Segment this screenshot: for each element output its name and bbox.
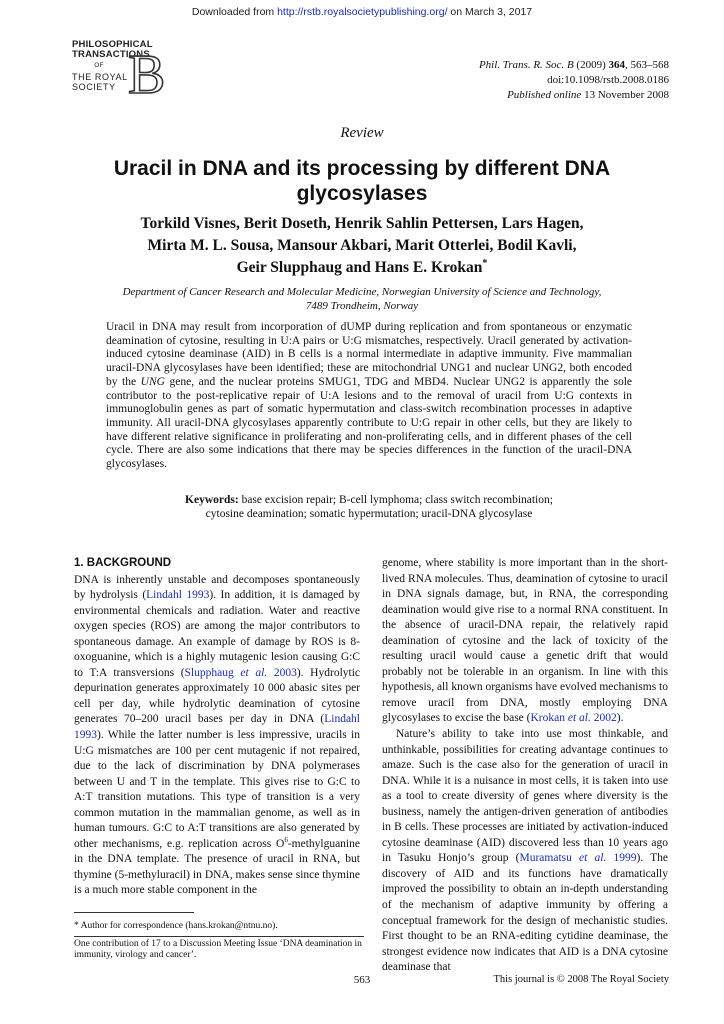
keywords-label: Keywords: bbox=[185, 494, 239, 506]
ref-year: 2003 bbox=[267, 666, 297, 679]
affiliation-line-1: Department of Cancer Research and Molecular Medicine, Norwegian University of Science and Technology, bbox=[122, 286, 602, 298]
abstract-gene-name: UNG bbox=[140, 375, 165, 388]
ref-author: Slupphaug bbox=[184, 666, 241, 679]
paragraph-text: ). While the latter number is less impressive, uracils in U:G mismatches are 100 per cent mutagenic if not repaired, due to the lack of discrimination by DNA polymerases between U and T in the template. This gives rise to G:C to A:T transition mutations. This type of transition is a very common mutation in the mammalian genome, as well as in human tumours. G:C to A:T transitions are also generated by other mechanisms, e.g. replication across O bbox=[74, 729, 360, 850]
abstract-text-b: gene, and the nuclear proteins SMUG1, TDG and MBD4. Nuclear UNG2 is apparently the sole contributor to the post-replicative repair of U:A lesions and to the removal of uracil from U:G contexts in immunoglobulin genes as part of somatic hypermutation and class-switch recombination processes in adaptive immunity. All uracil-DNA glycosylases apparently contribute to U:G repair in other cells, but they are likely to have different relative significance in proliferating and non-proliferating cells, and in different phases of the cell cycle. There are also some indications that there may be species differences in the function of the uracil-DNA glycosylases. bbox=[106, 375, 632, 471]
paragraph-text: -methylguanine in the DNA template. The presence of uracil in RNA, but thymine (5-methyluracil) in DNA, makes sense since thymine is a much more stable component in the bbox=[74, 837, 360, 897]
download-prefix: Downloaded from bbox=[191, 6, 278, 18]
reference-link-krokan-2002[interactable] bbox=[531, 712, 617, 724]
citation-block bbox=[479, 58, 669, 103]
article-title: Uracil in DNA and its processing by different DNA glycosylases bbox=[113, 157, 611, 205]
author-list bbox=[70, 213, 654, 279]
logo-wordmark bbox=[72, 39, 153, 92]
paragraph-text: ). In addition, it is damaged by environmental chemicals and radiation. Water and reactive oxygen species (ROS) are among the major contributors to spontaneous damage. An example of damage by ROS is 8-oxoguanine, which is a highly mutagenic lesion causing G:C to T:A transversions ( bbox=[74, 589, 360, 679]
superscript-6: 6 bbox=[284, 836, 288, 845]
article-type: Review bbox=[340, 125, 384, 141]
paragraph-text: ). bbox=[616, 712, 624, 725]
paragraph-text: genome, where stability is more important than in the short-lived RNA molecules. Thus, deamination of cytosine to uracil in DNA signals damage, but, in RNA, the corresponding deamination would give rise to a normal RNA constituent. In the absence of uracil-DNA repair, the relatively rapid deamination of cytosine and the lack of toxicity of the resulting uracil would cause a genetic drift that would probably not be tolerable in an organism. In line with this hypothesis, all known organisms have evolved mechanisms to remove uracil from DNA, mostly employing DNA glycosylases to excise the base ( bbox=[382, 557, 668, 725]
reference-link-muramatsu-1999[interactable] bbox=[519, 852, 636, 864]
logo-line-the-royal: THE ROYAL bbox=[72, 72, 128, 82]
authors-line-2: Mirta M. L. Sousa, Mansour Akbari, Marit Otterlei, Bodil Kavli, bbox=[147, 237, 577, 254]
paragraph-1 bbox=[74, 573, 360, 899]
keywords-text-1: base excision repair; B-cell lymphoma; class switch recombination; bbox=[238, 494, 553, 506]
paragraph-2 bbox=[382, 556, 668, 727]
ref-etal: et al. bbox=[579, 852, 607, 865]
ref-etal: et al. bbox=[567, 712, 591, 725]
doi: doi:10.1098/rstb.2008.0186 bbox=[547, 74, 669, 86]
citation-line bbox=[479, 58, 669, 73]
abstract bbox=[106, 321, 632, 472]
copyright-notice: This journal is © 2008 The Royal Society bbox=[493, 974, 669, 985]
ref-etal: et al. bbox=[240, 666, 268, 679]
keywords-line-1 bbox=[106, 493, 632, 507]
journal-volume: 364 bbox=[608, 59, 625, 71]
paragraph-text: ). Hydrolytic depurination generates approximately 10 000 abasic sites per cell per day, while hydrolytic deamination of cytosine generates 70–200 uracil bases per day in DNA ( bbox=[74, 666, 361, 726]
correspondence-mark: * bbox=[482, 257, 488, 269]
logo-line-transactions: TRANSACTIONS bbox=[72, 49, 150, 60]
body-column-left bbox=[74, 556, 360, 899]
affiliation-line-2: 7489 Trondheim, Norway bbox=[305, 300, 419, 312]
ref-year: 1999 bbox=[606, 852, 637, 865]
reference-link-slupphaug-2003[interactable] bbox=[185, 667, 297, 679]
ref-year: 2002 bbox=[590, 712, 617, 725]
reference-link-lindahl-1993[interactable]: Lindahl 1993 bbox=[146, 589, 210, 602]
paragraph-text: Nature’s ability to take into use most thinkable, and unthinkable, possibilities for creating advantage continues to amaze. Such is the case also for the generation of uracil in DNA. While it is a nuisance in most cells, it is taken into use as a tool to create diversity of genes where diversity is the business, namely the antigen-driven generation of antibodies in B cells. These processes are initiated by activation-induced cytosine deaminase (AID) discovered less than 10 years ago in Tasuku Honjo’s group ( bbox=[382, 728, 668, 865]
footnote-divider bbox=[74, 912, 194, 913]
page-number: 563 bbox=[353, 974, 371, 986]
logo-line-of: OF bbox=[94, 62, 104, 69]
section-heading: 1. BACKGROUND bbox=[74, 557, 172, 569]
keywords bbox=[106, 493, 632, 521]
contribution-footnote: One contribution of 17 to a Discussion Meeting Issue ‘DNA deamination in immunity, virology and cancer’. bbox=[74, 939, 362, 960]
reference-link-lindahl-1993-b[interactable]: Lindahl 1993 bbox=[74, 713, 360, 742]
footnote-divider-2 bbox=[74, 936, 364, 937]
journal-year: (2009) bbox=[573, 59, 609, 71]
download-suffix: on March 3, 2017 bbox=[447, 6, 533, 18]
journal-pages: , 563–568 bbox=[625, 59, 669, 71]
published-date: 13 November 2008 bbox=[581, 89, 669, 101]
royal-society-logo bbox=[72, 39, 172, 106]
logo-line-philosophical: PHILOSOPHICAL bbox=[72, 39, 153, 50]
ref-author: Muramatsu bbox=[519, 852, 580, 865]
logo-line-society: SOCIETY bbox=[72, 82, 116, 92]
authors-line-3 bbox=[70, 257, 654, 279]
paragraph-3 bbox=[382, 727, 668, 976]
ref-author: Krokan bbox=[530, 712, 568, 725]
affiliation bbox=[70, 285, 654, 313]
download-url-link[interactable]: http://rstb.royalsocietypublishing.org/ bbox=[277, 6, 448, 18]
correspondence-footnote: * Author for correspondence (hans.krokan@ntnu.no). bbox=[74, 921, 278, 931]
download-notice bbox=[0, 6, 724, 18]
paragraph-text: ). The discovery of AID and its functions have dramatically improved the possibility to obtain an in-depth understanding of the mechanism of adaptive immunity by offering a conceptual framework for the design of mechanistic studies. First thought to be an RNA-editing cytidine deaminase, the strongest evidence now indicates that AID is a DNA cytosine deaminase that bbox=[382, 852, 668, 974]
keywords-line-2: cytosine deamination; somatic hypermutation; uracil-DNA glycosylase bbox=[205, 508, 533, 520]
abstract-text-a: Uracil in DNA may result from incorporation of dUMP during replication and from spontaneous or enzymatic deamination of cytosine, resulting in U:A pairs or U:G mismatches, respectively. Uracil generated by activation-induced cytosine deaminase (AID) in B cells is a normal intermediate in adaptive immunity. Five mammalian uracil-DNA glycosylases have been identified; these are mitochondrial UNG1 and nuclear UNG2, both encoded by the bbox=[106, 321, 632, 388]
paragraph-text: DNA is inherently unstable and decomposes spontaneously by hydrolysis ( bbox=[74, 573, 360, 602]
authors-line-1: Torkild Visnes, Berit Doseth, Henrik Sahlin Pettersen, Lars Hagen, bbox=[140, 215, 584, 232]
published-label: Published online bbox=[507, 89, 582, 101]
body-column-right bbox=[382, 556, 668, 976]
logo-series-letter: B bbox=[128, 44, 166, 106]
journal-name: Phil. Trans. R. Soc. B bbox=[478, 59, 574, 71]
published-line bbox=[479, 88, 669, 103]
authors-line-3-text: Geir Slupphaug and Hans E. Krokan bbox=[236, 259, 483, 276]
